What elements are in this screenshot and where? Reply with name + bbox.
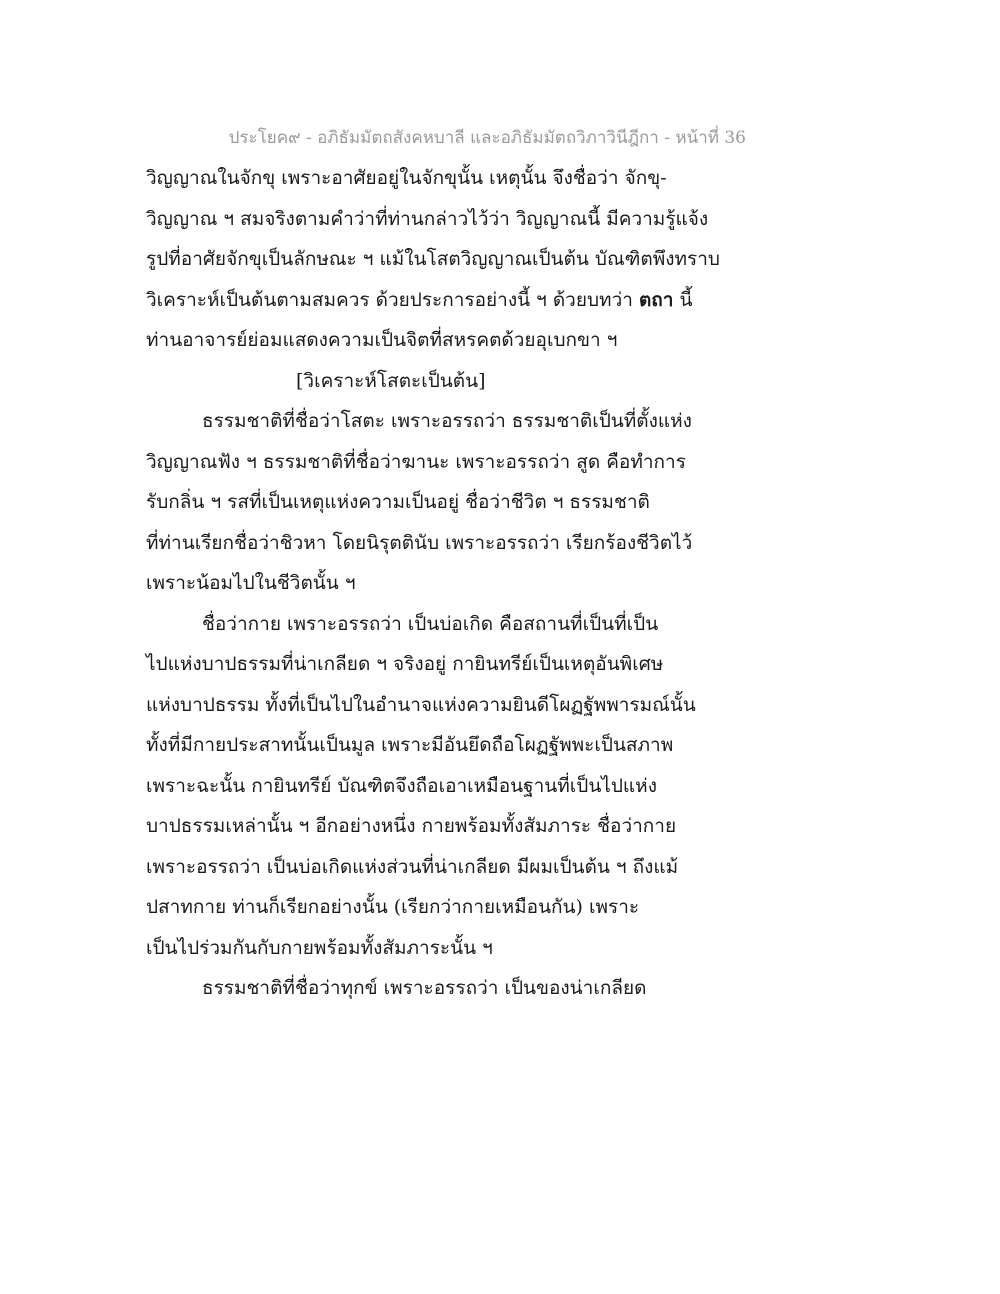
text-line: ที่ท่านเรียกชื่อว่าชิวหา โดยนิรุตตินับ เพราะอรรถว่า เรียกร้องชีวิตไว้ [146,531,693,554]
text-line: แห่งบาปธรรม ทั้งที่เป็นไปในอำนาจแห่งความยินดีโผฏฐัพพารมณ์นั้น [146,693,696,716]
text-line [146,280,746,321]
text-line: ชื่อว่ากาย เพราะอรรถว่า เป็นบ่อเกิด คือสถานที่เป็นที่เป็น [202,612,659,635]
text-line: เพราะฉะนั้น กายินทรีย์ บัณฑิตจึงถือเอาเหมือนฐานที่เป็นไปแห่ง [146,774,657,797]
text-line: วิญญาณฟัง ฯ ธรรมชาติที่ชื่อว่าฆานะ เพราะอรรถว่า สูด คือทำการ [146,450,686,473]
bold-term: ตถา [638,288,674,311]
text-line: ไปแห่งบาปธรรมที่น่าเกลียด ฯ จริงอยู่ กายินทรีย์เป็นเหตุอันพิเศษ [146,653,664,675]
text-line: เพราะอรรถว่า เป็นบ่อเกิดแห่งส่วนที่น่าเกลียด มีผมเป็นต้น ฯ ถึงแม้ [146,855,679,878]
text-line: วิญญาณ ฯ สมจริงตามคำว่าที่ท่านกล่าวไว้ว่า วิญญาณนี้ มีความรู้แจ้ง [146,207,709,230]
text-span: วิเคราะห์เป็นต้นตามสมควร ด้วยประการอย่างนี้ ฯ ด้วยบทว่า [146,288,639,311]
text-line: ท่านอาจารย์ย่อมแสดงความเป็นจิตที่สหรคตด้วยอุเบกขา ฯ [146,329,618,351]
text-line: ปสาทกาย ท่านก็เรียกอย่างนั้น (เรียกว่ากายเหมือนกัน) เพราะ [146,896,640,918]
text-line: ทั้งที่มีกายประสาทนั้นเป็นมูล เพราะมีอันยึดถือโผฏฐัพพะเป็นสภาพ [146,734,674,756]
section-subheading: [วิเคราะห์โสตะเป็นต้น] [296,369,486,392]
text-line: รับกลิ่น ฯ รสที่เป็นเหตุแห่งความเป็นอยู่ ชื่อว่าชีวิต ฯ ธรรมชาติ [146,491,650,513]
text-line: วิญญาณในจักขุ เพราะอาศัยอยู่ในจักขุนั้น เหตุนั้น จึงชื่อว่า จักขุ- [146,167,667,189]
body-text [146,158,746,1009]
text-line: ธรรมชาติที่ชื่อว่าทุกข์ เพราะอรรถว่า เป็นของน่าเกลียด [202,977,647,999]
text-line: เพราะน้อมไปในชีวิตนั้น ฯ [146,572,356,594]
text-span: นี้ [673,288,693,311]
text-line: เป็นไปร่วมกันกับกายพร้อมทั้งสัมภาระนั้น ฯ [146,936,493,959]
text-line: ธรรมชาติที่ชื่อว่าโสตะ เพราะอรรถว่า ธรรมชาติเป็นที่ตั้งแห่ง [202,410,692,432]
text-line: รูปที่อาศัยจักขุเป็นลักษณะ ฯ แม้ในโสตวิญญาณเป็นต้น บัณฑิตพึงทราบ [146,248,720,270]
text-line: บาปธรรมเหล่านั้น ฯ อีกอย่างหนึ่ง กายพร้อมทั้งสัมภาระ ชื่อว่ากาย [146,815,677,837]
page-header: ประโยค๙ - อภิธัมมัตถสังคหบาลี และอภิธัมมัตถวิภาวินีฎีกา - หน้าที่ 36 [228,128,746,148]
